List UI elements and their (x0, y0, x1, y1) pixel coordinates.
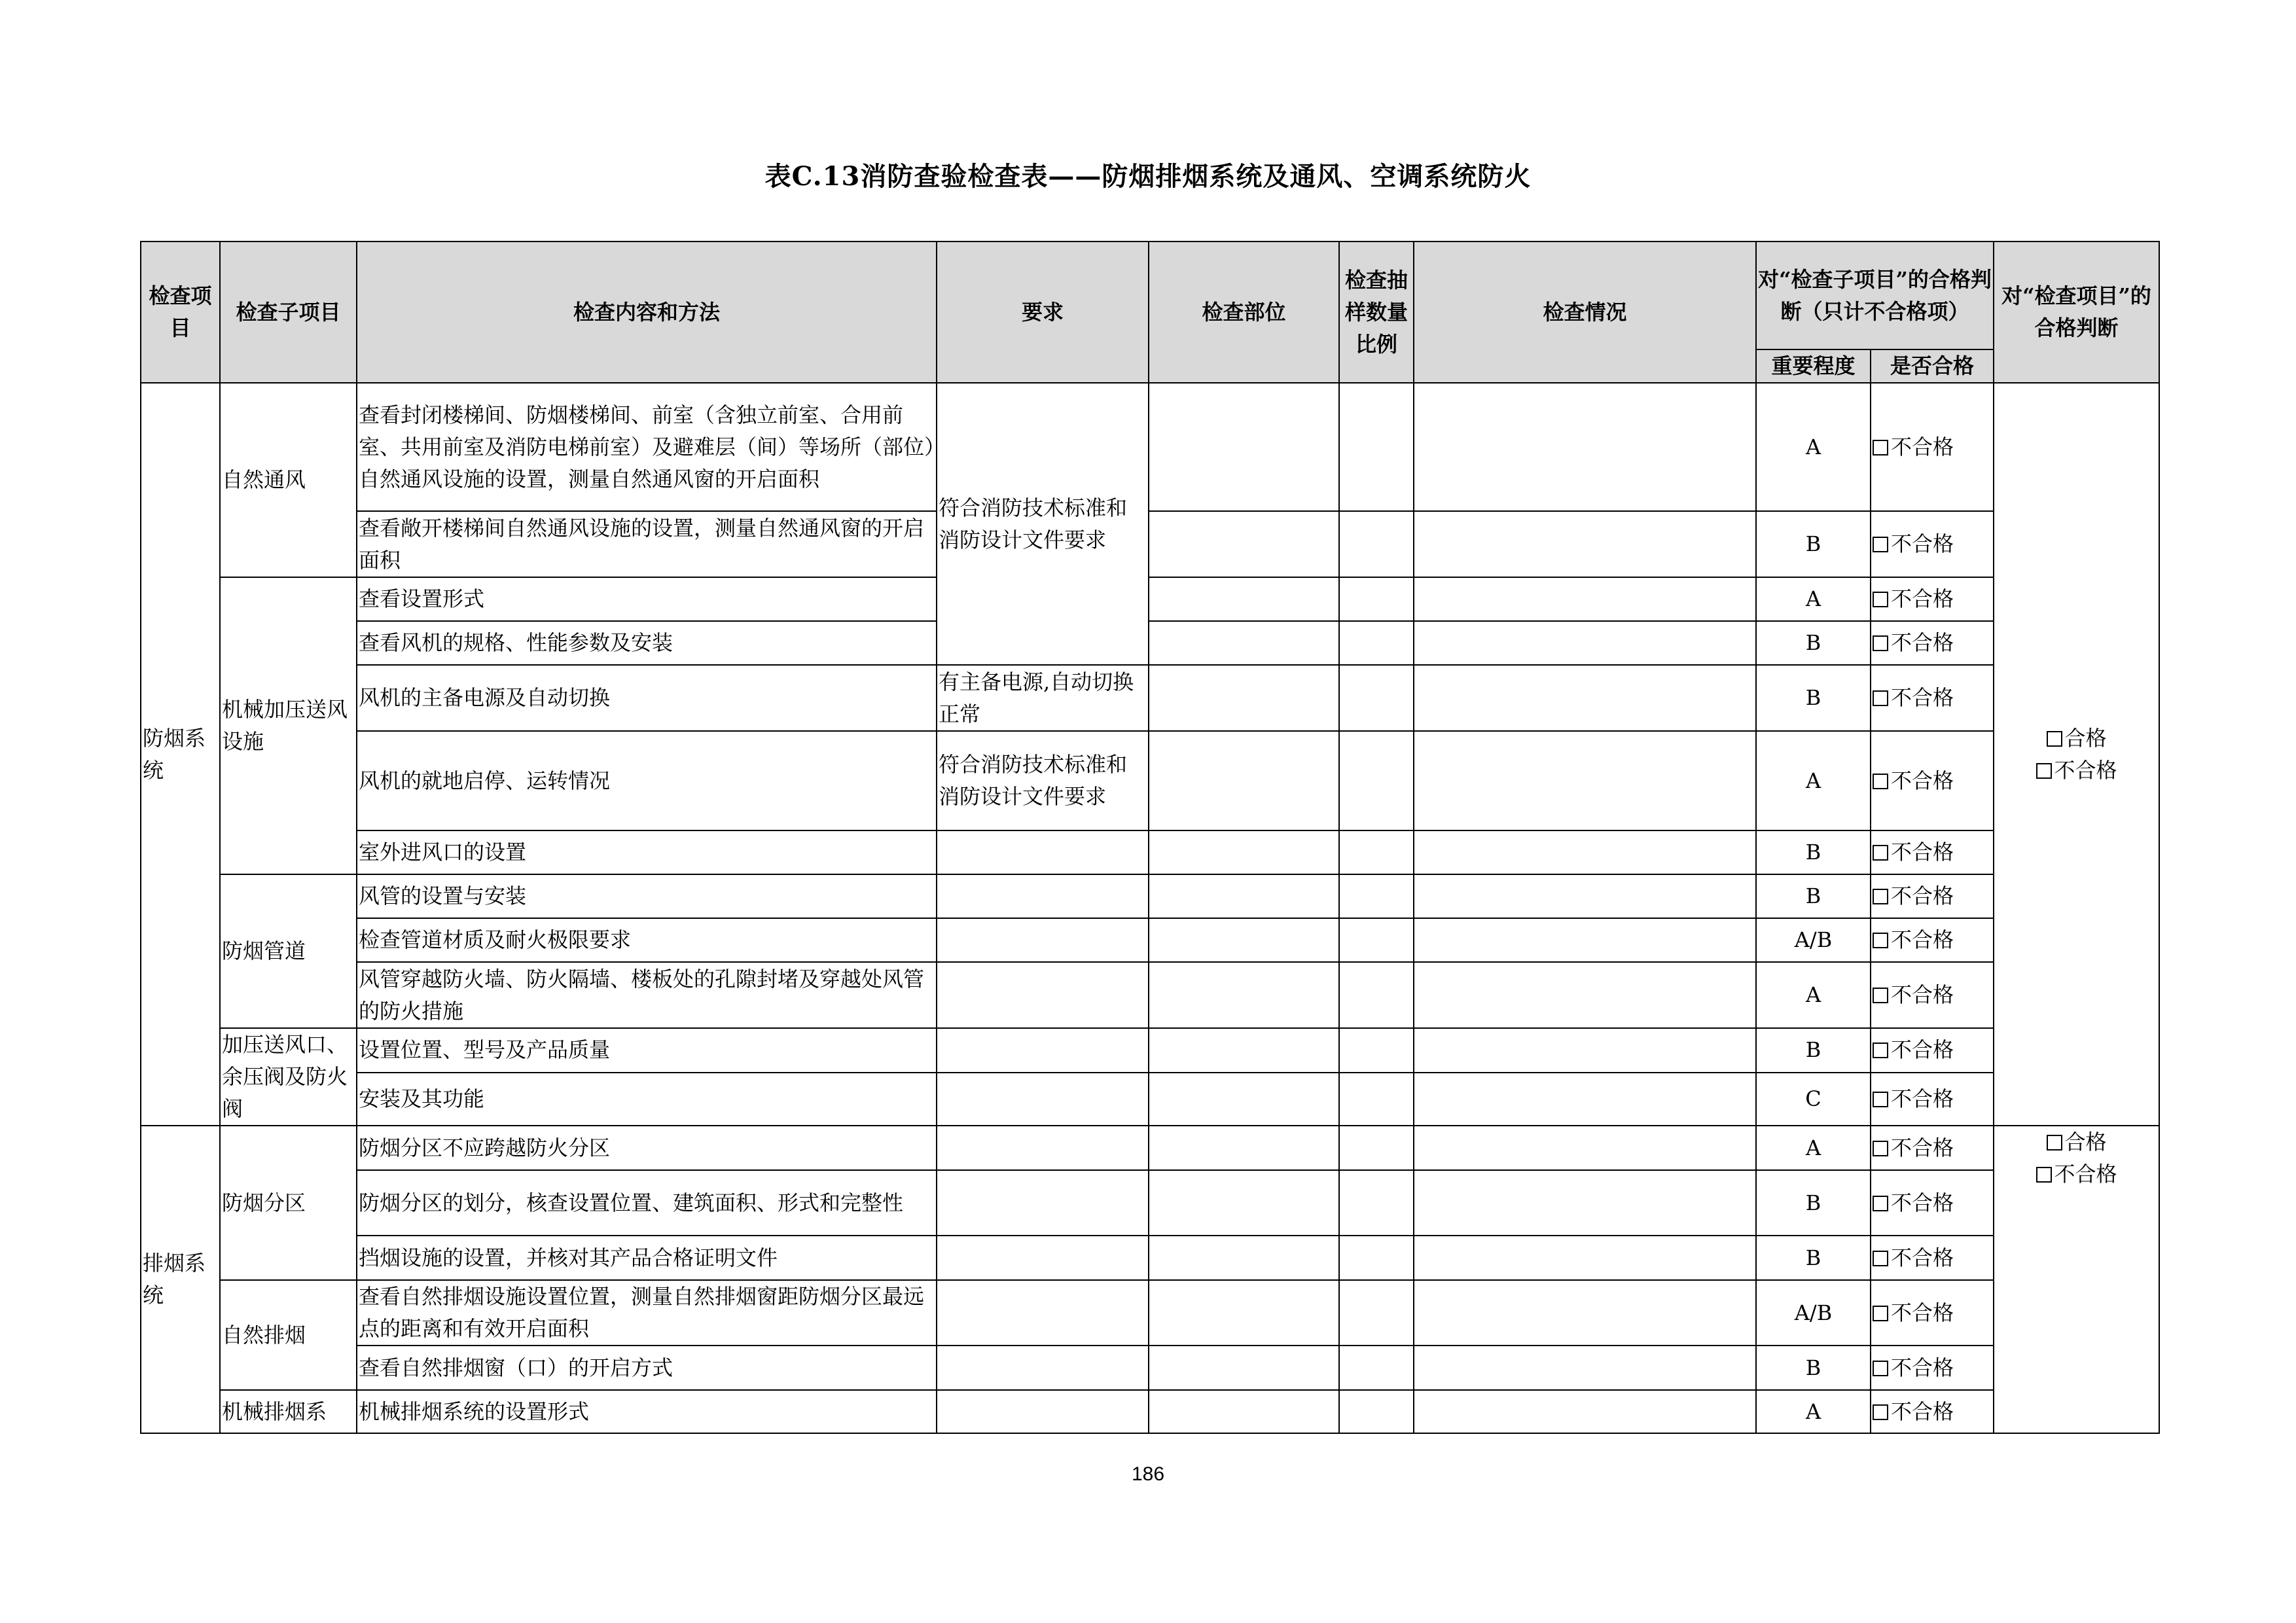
fail-checkbox[interactable]: 不合格 (1996, 1158, 2157, 1190)
situation-cell[interactable] (1414, 1028, 1756, 1073)
pass-checkbox[interactable]: 合格 (1996, 722, 2157, 755)
requirement-cell (937, 962, 1149, 1028)
sub-item-smoke-duct: 防烟管道 (220, 874, 357, 1028)
importance-cell: A (1756, 1126, 1871, 1170)
situation-cell[interactable] (1414, 1390, 1756, 1433)
location-cell[interactable] (1149, 665, 1339, 731)
fail-checkbox[interactable]: 不合格 (1871, 1170, 1994, 1236)
sample-cell[interactable] (1339, 1126, 1414, 1170)
location-cell[interactable] (1149, 830, 1339, 874)
checkbox-icon[interactable] (1873, 537, 1888, 552)
row-content: 挡烟设施的设置，并核对其产品合格证明文件 (357, 1236, 937, 1280)
importance-cell: B (1756, 830, 1871, 874)
row-content: 检查管道材质及耐火极限要求 (357, 918, 937, 962)
situation-cell[interactable] (1414, 383, 1756, 511)
importance-cell: A (1756, 383, 1871, 511)
situation-cell[interactable] (1414, 1280, 1756, 1346)
location-cell[interactable] (1149, 731, 1339, 830)
header-location: 检查部位 (1149, 241, 1339, 383)
header-sub-item: 检查子项目 (220, 241, 357, 383)
checkbox-icon[interactable] (1873, 592, 1888, 607)
situation-cell[interactable] (1414, 621, 1756, 665)
sub-item-natural-exhaust: 自然排烟 (220, 1280, 357, 1390)
sample-cell[interactable] (1339, 1028, 1414, 1073)
item-judge-cell (1994, 1126, 2159, 1433)
item-smoke-exhaust: 排烟系统 (141, 1126, 220, 1433)
header-requirement: 要求 (937, 241, 1149, 383)
pass-checkbox[interactable]: 合格 (1996, 1126, 2157, 1158)
checkbox-icon[interactable] (1873, 440, 1888, 455)
checkbox-icon[interactable] (2047, 731, 2062, 747)
situation-cell[interactable] (1414, 1236, 1756, 1280)
sub-item-smoke-compartment: 防烟分区 (220, 1126, 357, 1280)
inspection-table (140, 241, 2160, 1434)
checkbox-icon[interactable] (1873, 635, 1888, 651)
importance-cell: B (1756, 1346, 1871, 1390)
sample-cell[interactable] (1339, 874, 1414, 918)
location-cell[interactable] (1149, 1073, 1339, 1126)
checkbox-icon[interactable] (2047, 1135, 2062, 1150)
situation-cell[interactable] (1414, 962, 1756, 1028)
sample-cell[interactable] (1339, 830, 1414, 874)
checkbox-icon[interactable] (1873, 1092, 1888, 1107)
importance-cell: A/B (1756, 918, 1871, 962)
importance-cell: B (1756, 874, 1871, 918)
location-cell[interactable] (1149, 1126, 1339, 1170)
fail-checkbox[interactable]: 不合格 (1871, 1280, 1994, 1346)
location-cell[interactable] (1149, 1170, 1339, 1236)
checkbox-icon[interactable] (2036, 1167, 2052, 1183)
location-cell[interactable] (1149, 1028, 1339, 1073)
item-smoke-prevention: 防烟系统 (141, 383, 220, 1126)
importance-cell: C (1756, 1073, 1871, 1126)
location-cell[interactable] (1149, 577, 1339, 621)
fail-checkbox[interactable]: 不合格 (1871, 1028, 1994, 1073)
sub-item-natural-ventilation: 自然通风 (220, 383, 357, 577)
header-content: 检查内容和方法 (357, 241, 937, 383)
checkbox-icon[interactable] (1873, 889, 1888, 904)
location-cell[interactable] (1149, 874, 1339, 918)
row-content: 设置位置、型号及产品质量 (357, 1028, 937, 1073)
header-item: 检查项目 (141, 241, 220, 383)
checkbox-icon[interactable] (1873, 1196, 1888, 1211)
sample-cell[interactable] (1339, 1280, 1414, 1346)
requirement-cell (937, 1073, 1149, 1126)
row-content: 风管穿越防火墙、防火隔墙、楼板处的孔隙封堵及穿越处风管的防火措施 (357, 962, 937, 1028)
checkbox-icon[interactable] (1873, 1404, 1888, 1420)
requirement-cell (937, 1236, 1149, 1280)
row-content: 风管的设置与安装 (357, 874, 937, 918)
situation-cell[interactable] (1414, 918, 1756, 962)
row-content: 防烟分区的划分，核查设置位置、建筑面积、形式和完整性 (357, 1170, 937, 1236)
checkbox-icon[interactable] (1873, 774, 1888, 789)
situation-cell[interactable] (1414, 1170, 1756, 1236)
header-sample: 检查抽样数量比例 (1339, 241, 1414, 383)
row-content: 机械排烟系统的设置形式 (357, 1390, 937, 1433)
location-cell[interactable] (1149, 918, 1339, 962)
item-judge-cell (1994, 383, 2159, 1126)
fail-checkbox[interactable]: 不合格 (1871, 962, 1994, 1028)
sample-cell[interactable] (1339, 511, 1414, 577)
situation-cell[interactable] (1414, 511, 1756, 577)
sub-item-pressure-outlet-damper: 加压送风口、余压阀及防火阀 (220, 1028, 357, 1126)
importance-cell: B (1756, 1236, 1871, 1280)
fail-checkbox[interactable]: 不合格 (1871, 918, 1994, 962)
sample-cell[interactable] (1339, 621, 1414, 665)
requirement-cell (937, 830, 1149, 874)
requirement-cell: 有主备电源,自动切换正常 (937, 665, 1149, 731)
fail-checkbox[interactable]: 不合格 (1871, 731, 1994, 830)
fail-checkbox[interactable]: 不合格 (1996, 755, 2157, 787)
header-importance: 重要程度 (1756, 349, 1871, 383)
location-cell[interactable] (1149, 1390, 1339, 1433)
checkbox-icon[interactable] (1873, 1361, 1888, 1376)
location-cell[interactable] (1149, 1346, 1339, 1390)
fail-checkbox[interactable]: 不合格 (1871, 830, 1994, 874)
fail-checkbox[interactable]: 不合格 (1871, 665, 1994, 731)
fail-checkbox[interactable]: 不合格 (1871, 874, 1994, 918)
requirement-cell (937, 1390, 1149, 1433)
row-content: 查看设置形式 (357, 577, 937, 621)
location-cell[interactable] (1149, 621, 1339, 665)
location-cell[interactable] (1149, 1280, 1339, 1346)
requirement-cell (937, 918, 1149, 962)
row-content: 风机的就地启停、运转情况 (357, 731, 937, 830)
importance-cell: B (1756, 1170, 1871, 1236)
page-number: 186 (1131, 1463, 1165, 1485)
fail-checkbox[interactable]: 不合格 (1871, 383, 1994, 511)
requirement-cell (937, 1346, 1149, 1390)
fail-checkbox[interactable]: 不合格 (1871, 621, 1994, 665)
importance-cell: A (1756, 731, 1871, 830)
importance-cell: B (1756, 1028, 1871, 1073)
header-item-judge: 对“检查项目”的合格判断 (1994, 241, 2159, 383)
fail-checkbox[interactable]: 不合格 (1871, 1390, 1994, 1433)
fail-checkbox[interactable]: 不合格 (1871, 577, 1994, 621)
situation-cell[interactable] (1414, 577, 1756, 621)
checkbox-icon[interactable] (2036, 763, 2052, 779)
requirement-cell (937, 1126, 1149, 1170)
header-sub-judge: 对“检查子项目”的合格判断（只计不合格项） (1756, 241, 1994, 349)
importance-cell: B (1756, 665, 1871, 731)
sample-cell[interactable] (1339, 665, 1414, 731)
sample-cell[interactable] (1339, 1390, 1414, 1433)
sample-cell[interactable] (1339, 962, 1414, 1028)
situation-cell[interactable] (1414, 731, 1756, 830)
requirement-cell (937, 1170, 1149, 1236)
sample-cell[interactable] (1339, 1073, 1414, 1126)
checkbox-icon[interactable] (1873, 690, 1888, 706)
checkbox-icon[interactable] (1873, 933, 1888, 948)
situation-cell[interactable] (1414, 1073, 1756, 1126)
checkbox-icon[interactable] (1873, 988, 1888, 1003)
checkbox-icon[interactable] (1873, 1141, 1888, 1156)
location-cell[interactable] (1149, 511, 1339, 577)
requirement-cell: 符合消防技术标准和消防设计文件要求 (937, 731, 1149, 830)
situation-cell[interactable] (1414, 1346, 1756, 1390)
row-content: 安装及其功能 (357, 1073, 937, 1126)
sample-cell[interactable] (1339, 383, 1414, 511)
fail-checkbox[interactable]: 不合格 (1871, 1073, 1994, 1126)
row-content: 防烟分区不应跨越防火分区 (357, 1126, 937, 1170)
location-cell[interactable] (1149, 383, 1339, 511)
row-content: 室外进风口的设置 (357, 830, 937, 874)
fail-checkbox[interactable]: 不合格 (1871, 1346, 1994, 1390)
sample-cell[interactable] (1339, 1346, 1414, 1390)
checkbox-icon[interactable] (1873, 845, 1888, 861)
checkbox-icon[interactable] (1873, 1251, 1888, 1266)
location-cell[interactable] (1149, 962, 1339, 1028)
fail-checkbox[interactable]: 不合格 (1871, 1236, 1994, 1280)
row-content: 查看自然排烟窗（口）的开启方式 (357, 1346, 937, 1390)
header-is-fail: 是否合格 (1871, 349, 1994, 383)
sample-cell[interactable] (1339, 918, 1414, 962)
header-situation: 检查情况 (1414, 241, 1756, 383)
sample-cell[interactable] (1339, 577, 1414, 621)
fail-checkbox[interactable]: 不合格 (1871, 511, 1994, 577)
importance-cell: B (1756, 511, 1871, 577)
requirement-cell: 符合消防技术标准和消防设计文件要求 (937, 383, 1149, 665)
importance-cell: A/B (1756, 1280, 1871, 1346)
situation-cell[interactable] (1414, 1126, 1756, 1170)
situation-cell[interactable] (1414, 830, 1756, 874)
page-title: 表C.13消防查验检查表——防烟排烟系统及通风、空调系统防火 (764, 161, 1532, 192)
sub-item-mechanical-pressurization: 机械加压送风设施 (220, 577, 357, 874)
sample-cell[interactable] (1339, 1170, 1414, 1236)
row-content: 风机的主备电源及自动切换 (357, 665, 937, 731)
importance-cell: B (1756, 621, 1871, 665)
requirement-cell (937, 1028, 1149, 1073)
fail-checkbox[interactable]: 不合格 (1871, 1126, 1994, 1170)
checkbox-icon[interactable] (1873, 1306, 1888, 1321)
sub-item-mechanical-exhaust: 机械排烟系 (220, 1390, 357, 1433)
situation-cell[interactable] (1414, 665, 1756, 731)
sample-cell[interactable] (1339, 1236, 1414, 1280)
location-cell[interactable] (1149, 1236, 1339, 1280)
importance-cell: A (1756, 1390, 1871, 1433)
checkbox-icon[interactable] (1873, 1043, 1888, 1058)
sample-cell[interactable] (1339, 731, 1414, 830)
row-content: 查看风机的规格、性能参数及安装 (357, 621, 937, 665)
importance-cell: A (1756, 577, 1871, 621)
situation-cell[interactable] (1414, 874, 1756, 918)
importance-cell: A (1756, 962, 1871, 1028)
row-content: 查看封闭楼梯间、防烟楼梯间、前室（含独立前室、合用前室、共用前室及消防电梯前室）及避难层（间）等场所（部位）自然通风设施的设置，测量自然通风窗的开启面积 (357, 383, 937, 511)
row-content: 查看敞开楼梯间自然通风设施的设置，测量自然通风窗的开启面积 (357, 511, 937, 577)
requirement-cell (937, 874, 1149, 918)
row-content: 查看自然排烟设施设置位置，测量自然排烟窗距防烟分区最远点的距离和有效开启面积 (357, 1280, 937, 1346)
requirement-cell (937, 1280, 1149, 1346)
